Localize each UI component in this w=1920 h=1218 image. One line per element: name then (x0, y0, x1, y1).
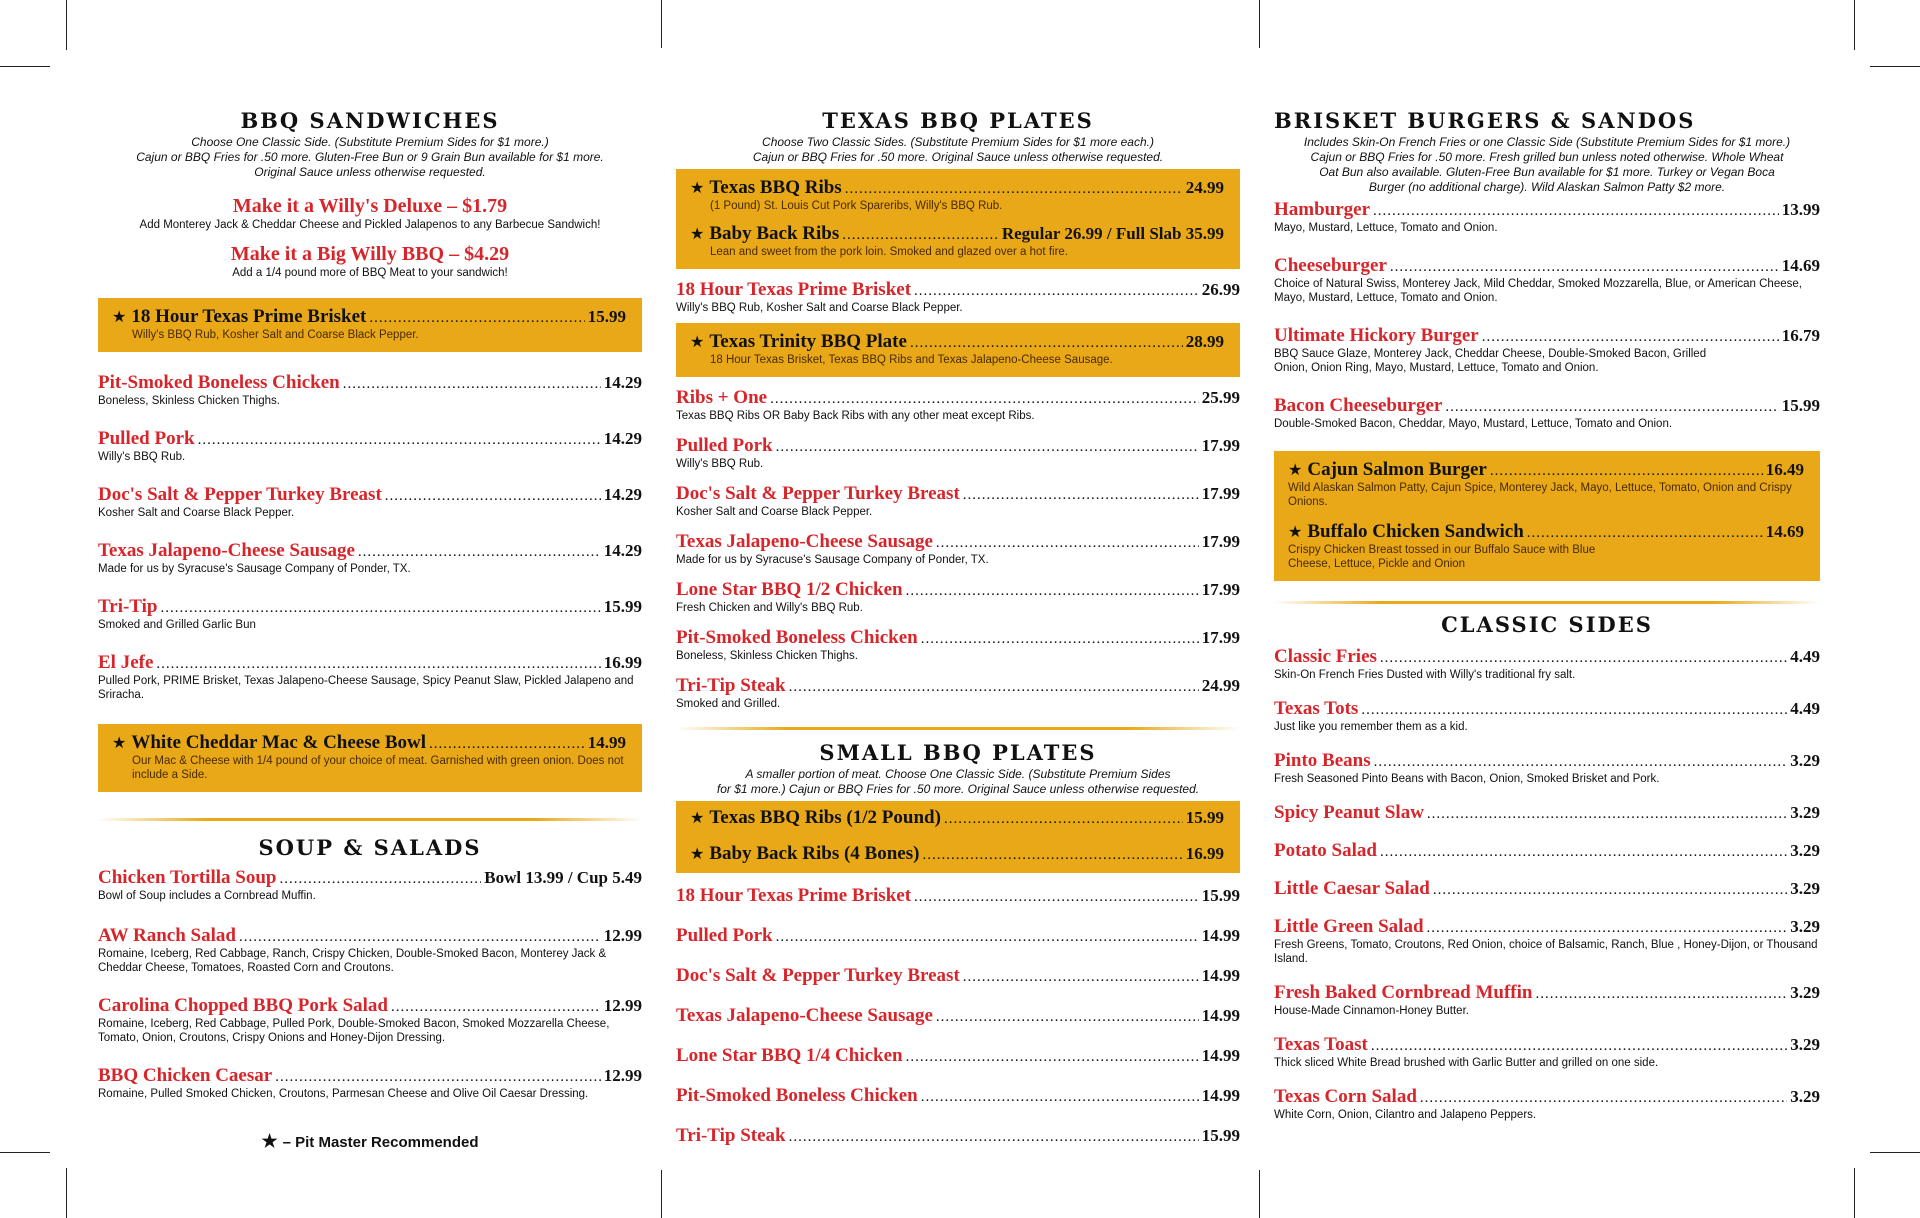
menu-item: Pinto Beans ..... 3.29 Fresh Seasoned Pinto Beans with Bacon, Onion, Smoked Brisket and Pork. (1274, 750, 1820, 786)
menu-item: Tri-Tip Steak ..... 15.99 (676, 1125, 1240, 1147)
star-icon: ★ (690, 846, 705, 863)
menu-item: Ultimate Hickory Burger ..... 16.79 BBQ Sauce Glaze, Monterey Jack, Cheddar Cheese, Double-Smoked Bacon, Grilled Onion, Onion Ring, Mayo, Mustard, Lettuce, Tomato and Onion. (1274, 325, 1820, 375)
star-icon: ★ (690, 810, 705, 827)
menu-item: 18 Hour Texas Prime Brisket ..... 26.99 Willy's BBQ Rub, Kosher Salt and Coarse Black Pepper. (676, 279, 1240, 315)
menu-item: El Jefe ..... 16.99 Pulled Pork, PRIME Brisket, Texas Jalapeno-Cheese Sausage, Spicy Peanut Slaw, Pickled Jalapeno and Sriracha. (98, 652, 642, 702)
menu-item: Tri-Tip ..... 15.99 Smoked and Grilled Garlic Bun (98, 596, 642, 632)
menu-item: Texas Jalapeno-Cheese Sausage ..... 17.99 Made for us by Syracuse's Sausage Company of Ponder, TX. (676, 531, 1240, 567)
section-intro: Choose One Classic Side. (Substitute Premium Sides for $1 more.) Cajun or BBQ Fries for .50 more. Gluten-Free Bun or 9 Grain Bun available for $1 more. Original Sauce unless otherwise requested. (136, 135, 604, 179)
column-middle (676, 108, 1240, 1147)
section-title-bbq-sandwiches: BBQ SANDWICHES (240, 108, 500, 133)
fold-mark (1259, 0, 1260, 48)
divider (98, 818, 642, 821)
menu-item: Texas Toast ..... 3.29 Thick sliced White Bread brushed with Garlic Butter and grilled on one side. (1274, 1034, 1820, 1070)
featured-box (98, 724, 642, 792)
crop-mark (0, 66, 50, 67)
menu-item: Classic Fries ..... 4.49 Skin-On French Fries Dusted with Willy's traditional fry salt. (1274, 646, 1820, 682)
column-right (1274, 108, 1820, 1122)
crop-mark (1854, 1168, 1855, 1218)
menu-item: ★ Cajun Salmon Burger ..... 16.49 Wild Alaskan Salmon Patty, Cajun Spice, Monterey Jack, Mayo, Lettuce, Tomato, Onion and Crispy Onions. (1288, 459, 1804, 509)
menu-item: Pulled Pork ..... 14.99 (676, 925, 1240, 947)
menu-item: Carolina Chopped BBQ Pork Salad ..... 12.99 Romaine, Iceberg, Red Cabbage, Pulled Pork, Double-Smoked Bacon, Smoked Mozzarella Cheese, Tomato, Onion, Croutons, Crispy Onions and Honey-Dijon Dressing. (98, 995, 642, 1045)
menu-item: Ribs + One ..... 25.99 Texas BBQ Ribs OR Baby Back Ribs with any other meat except Ribs. (676, 387, 1240, 423)
menu-item: ★ White Cheddar Mac & Cheese Bowl ..... 14.99 Our Mac & Cheese with 1/4 pound of your choice of meat. Garnished with green onion. Does not include a Side. (112, 732, 626, 782)
fold-mark (661, 1170, 662, 1218)
menu-item: Tri-Tip Steak ..... 24.99 Smoked and Grilled. (676, 675, 1240, 711)
section-title-texas-plates: TEXAS BBQ PLATES (822, 108, 1094, 133)
section-title-soup-salads: SOUP & SALADS (258, 835, 482, 860)
divider (1274, 601, 1820, 604)
crop-mark (1870, 1152, 1920, 1153)
menu-item: Little Caesar Salad ..... 3.29 (1274, 878, 1820, 900)
crop-mark (0, 1152, 50, 1153)
star-icon: ★ (690, 334, 705, 351)
menu-item: ★ Texas BBQ Ribs ..... 24.99 (1 Pound) St. Louis Cut Pork Spareribs, Willy's BBQ Rub. (690, 177, 1224, 213)
menu-item: Pulled Pork ..... 17.99 Willy's BBQ Rub. (676, 435, 1240, 471)
menu-item: Texas Jalapeno-Cheese Sausage ..... 14.99 (676, 1005, 1240, 1027)
crop-mark (66, 1168, 67, 1218)
crop-mark (1870, 66, 1920, 67)
star-icon: ★ (690, 226, 705, 243)
menu-item: Doc's Salt & Pepper Turkey Breast ..... 17.99 Kosher Salt and Coarse Black Pepper. (676, 483, 1240, 519)
menu-item: Little Green Salad ..... 3.29 Fresh Greens, Tomato, Croutons, Red Onion, choice of Balsamic, Ranch, Blue , Honey-Dijon, or Thousand Island. (1274, 916, 1820, 966)
star-icon: ★ (690, 180, 705, 197)
menu-item: Pit-Smoked Boneless Chicken ..... 14.29 Boneless, Skinless Chicken Thighs. (98, 372, 642, 408)
menu-item: ★ Texas BBQ Ribs (1/2 Pound) ..... 15.99 (690, 807, 1224, 829)
menu-item: Hamburger ..... 13.99 Mayo, Mustard, Lettuce, Tomato and Onion. (1274, 199, 1820, 235)
menu-item: ★ 18 Hour Texas Prime Brisket ..... 15.99 Willy's BBQ Rub, Kosher Salt and Coarse Black Pepper. (112, 306, 626, 342)
menu-item: Texas Tots ..... 4.49 Just like you remember them as a kid. (1274, 698, 1820, 734)
menu-item: Spicy Peanut Slaw ..... 3.29 (1274, 802, 1820, 824)
menu-item: Chicken Tortilla Soup ..... Bowl 13.99 / Cup 5.49 Bowl of Soup includes a Cornbread Muffin. (98, 867, 642, 903)
promo-willys-deluxe: Make it a Willy's Deluxe – $1.79 Add Monterey Jack & Cheddar Cheese and Pickled Jalapenos to any Barbecue Sandwich! (139, 195, 601, 231)
menu-item: Pit-Smoked Boneless Chicken ..... 14.99 (676, 1085, 1240, 1107)
legend: ★ – Pit Master Recommended (261, 1131, 479, 1151)
menu-item: ★ Texas Trinity BBQ Plate ..... 28.99 18 Hour Texas Brisket, Texas BBQ Ribs and Texas Jalapeno-Cheese Sausage. (690, 331, 1224, 367)
menu-item: 18 Hour Texas Prime Brisket ..... 15.99 (676, 885, 1240, 907)
menu-item: ★ Baby Back Ribs ..... Regular 26.99 / Full Slab 35.99 Lean and sweet from the pork loin. Smoked and glazed over a hot fire. (690, 223, 1224, 259)
promo-big-willy: Make it a Big Willy BBQ – $4.29 Add a 1/4 pound more of BBQ Meat to your sandwich! (230, 243, 510, 279)
featured-box (676, 323, 1240, 377)
section-title-burgers: BRISKET BURGERS & SANDOS (1274, 108, 1696, 133)
menu-item: Pit-Smoked Boneless Chicken ..... 17.99 Boneless, Skinless Chicken Thighs. (676, 627, 1240, 663)
section-title-small-plates: SMALL BBQ PLATES (819, 740, 1097, 765)
featured-box (676, 801, 1240, 873)
menu-item: Potato Salad ..... 3.29 (1274, 840, 1820, 862)
star-icon: ★ (112, 735, 127, 752)
crop-mark (1854, 0, 1855, 50)
menu-item: AW Ranch Salad ..... 12.99 Romaine, Iceberg, Red Cabbage, Ranch, Crispy Chicken, Double-Smoked Bacon, Monterey Jack & Cheddar Cheese, Tomatoes, Roasted Corn and Croutons. (98, 925, 642, 975)
menu-item: Fresh Baked Cornbread Muffin ..... 3.29 House-Made Cinnamon-Honey Butter. (1274, 982, 1820, 1018)
divider (676, 727, 1240, 730)
star-icon: ★ (261, 1131, 278, 1151)
menu-item: ★ Baby Back Ribs (4 Bones) ..... 16.99 (690, 843, 1224, 865)
fold-mark (1259, 1170, 1260, 1218)
menu-item: Pulled Pork ..... 14.29 Willy's BBQ Rub. (98, 428, 642, 464)
menu-item: Texas Jalapeno-Cheese Sausage ..... 14.29 Made for us by Syracuse's Sausage Company of Ponder, TX. (98, 540, 642, 576)
menu-item: Bacon Cheeseburger ..... 15.99 Double-Smoked Bacon, Cheddar, Mayo, Mustard, Lettuce, Tomato and Onion. (1274, 395, 1820, 431)
column-left (98, 108, 642, 1152)
menu-item: ★ Buffalo Chicken Sandwich ..... 14.69 Crispy Chicken Breast tossed in our Buffalo Sauce with Blue Cheese, Lettuce, Pickle and Onion (1288, 521, 1804, 571)
star-icon: ★ (112, 309, 127, 326)
section-intro: Choose Two Classic Sides. (Substitute Premium Sides for $1 more each.) Cajun or BBQ Fries for .50 more. Original Sauce unless otherwise requested. (752, 135, 1164, 164)
menu-item: Doc's Salt & Pepper Turkey Breast ..... 14.29 Kosher Salt and Coarse Black Pepper. (98, 484, 642, 520)
menu-item: Lone Star BBQ 1/2 Chicken ..... 17.99 Fresh Chicken and Willy's BBQ Rub. (676, 579, 1240, 615)
menu-item: BBQ Chicken Caesar ..... 12.99 Romaine, Pulled Smoked Chicken, Croutons, Parmesan Cheese and Olive Oil Caesar Dressing. (98, 1065, 642, 1101)
menu-item: Cheeseburger ..... 14.69 Choice of Natural Swiss, Monterey Jack, Mild Cheddar, Smoked Mozzarella, Blue, or American Cheese, Mayo, Mustard, Lettuce, Tomato and Onion. (1274, 255, 1820, 305)
featured-box (676, 169, 1240, 269)
menu-item: Doc's Salt & Pepper Turkey Breast ..... 14.99 (676, 965, 1240, 987)
featured-box (1274, 451, 1820, 581)
section-title-classic-sides: CLASSIC SIDES (1441, 612, 1653, 637)
menu-item: Lone Star BBQ 1/4 Chicken ..... 14.99 (676, 1045, 1240, 1067)
crop-mark (66, 0, 67, 50)
section-intro: A smaller portion of meat. Choose One Classic Side. (Substitute Premium Sides for $1 more.) Cajun or BBQ Fries for .50 more. Original Sauce unless otherwise requested. (716, 767, 1200, 796)
featured-box (98, 298, 642, 352)
star-icon: ★ (1288, 524, 1303, 541)
star-icon: ★ (1288, 462, 1303, 479)
fold-mark (661, 0, 662, 48)
menu-item: Texas Corn Salad ..... 3.29 White Corn, Onion, Cilantro and Jalapeno Peppers. (1274, 1086, 1820, 1122)
section-intro: Includes Skin-On French Fries or one Classic Side (Substitute Premium Sides for $1 more.) Cajun or BBQ Fries for .50 more. Fresh grilled bun unless noted otherwise. Whole Wheat Oat Bun also available. Gluten-Free Bun available for $1 more. Turkey or Vegan Boca Burger (no additional charge). Wild Alaskan Salmon Patty $2 more. (1303, 135, 1791, 194)
